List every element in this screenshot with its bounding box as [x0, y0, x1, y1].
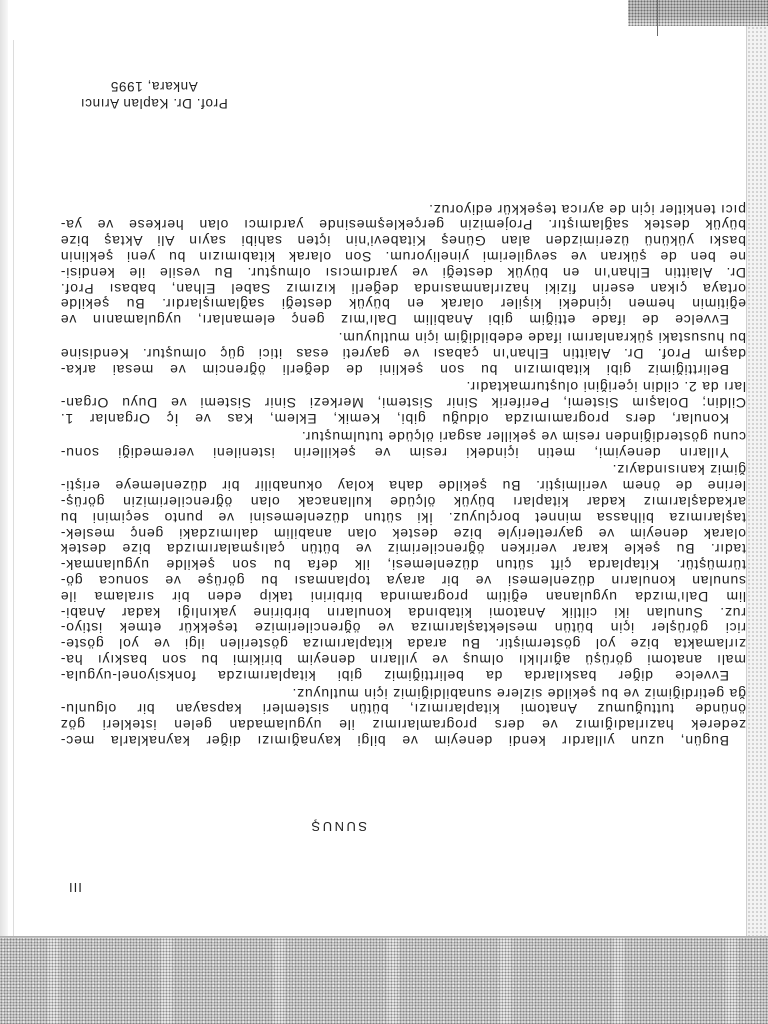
text-line: ğa getirdiğimiz ve bu şekilde sizlere sunabildiğimiz için mutluyuz.	[291, 685, 746, 702]
text-line: Belirttiğimiz gibi kitabımızın bu son şeklini de değerli öğrencim ve mesai arka-	[60, 361, 729, 378]
signature-block	[69, 78, 239, 112]
text-line: rici görüşler için bütün meslektaşlarımıza ve öğrencilerimize teşekkür etmek istiyo-	[60, 620, 746, 637]
text-line: Evvelce diğer baskılarda da belirttiğimiz gibi kitaplarımızda fonksiyonel-uygula-	[60, 667, 729, 684]
text-line: büyük destek sağlamıştır. Projemizin gerçekleşmesinde yardımcı olan herkese ve ya-	[60, 217, 746, 234]
text-line: türmüştür. Kitaplarda çift sütun düzenlemesi, ilk defa bu son şekilde uygulanmak-	[60, 557, 746, 574]
text-line: Dr. Alaittin Elhan'ın en büyük desteği ve yardımcısı olmuştur. Bu vesile ile kendisi-	[60, 264, 746, 281]
text-line: cunu gösterdiğinden resim ve şekiller asgari ölçüde tutulmuştur.	[301, 428, 746, 445]
text-line: önünde tuttuğumuz Anatomi kitaplarımızı, bütün sistemleri kapsayan bir olgunlu-	[60, 701, 746, 718]
text-line: eğitimin hemen içindeki kişiler olarak en büyük desteği sağlamışlardır. Bu şekilde	[60, 296, 746, 313]
text-line: bu husustaki şükranlarımı ifade edebildiğim için mutluyum.	[337, 330, 746, 347]
text-line: zederek hazırladığımız ve ders programlarımız ile uygulamadan gelen istekleri göz	[60, 717, 746, 734]
paragraph	[60, 329, 746, 376]
text-line: olarak deneyim ve gayretleriyle bize destek olan anabilim dalımızdaki genç meslek-	[60, 525, 746, 542]
text-line: pıcı tenkitler için de ayrıca teşekkür ediyoruz.	[428, 201, 746, 218]
text-line: lim Dalı'mızda uygulanan eğitim programında birbirini takip eden bir sıralama ile	[60, 588, 746, 605]
page-number: III	[68, 880, 82, 895]
paragraph	[60, 462, 746, 683]
paragraph	[60, 201, 746, 327]
paragraph	[60, 428, 746, 460]
text-line: tadır. Bu şekle karar verirken öğrencilerimiz ve bütün çalışmalarımızda bize destek	[60, 541, 746, 558]
page-heading: SUNUŞ	[309, 819, 368, 834]
paragraph	[60, 379, 746, 426]
text-line: taşlarımıza bilhassa minnet borçluyuz. İki sütun düzenlemesini ve punto seçimini bu	[60, 509, 746, 526]
body-text	[60, 201, 746, 748]
text-line: baskı yükünü üzerimizden alan Güneş Kitabevi'nin içten sahibi sayın Ali Aktaş bize	[60, 233, 746, 250]
text-line: ortaya çıkan eserin fiziki hazırlanmasında değerli kızımız Sabel Elhan, babası Prof.	[60, 280, 746, 297]
text-line: ruz. Sunulan iki ciltlik Anatomi kitabında konuların birbirine yakınlığı kadar Anabi-	[60, 604, 746, 621]
text-line: sunulan konuların düzenlemesi ve bir araya toplanması bu görüşe ve sonuca gö-	[60, 573, 746, 590]
text-line: zırlamakta bize yol göstermiştir. Bu arada kitaplarımıza gösterilen ilgi ve yol göste-	[60, 636, 746, 653]
text-line: Cildin; Dolaşım Sistemi, Periferik Sinir Sistemi, Merkezi Sinir Sistemi ve Duyu Organ-	[60, 395, 746, 412]
text-line: ları da 2. cildin içeriğini oluşturmaktadır.	[465, 379, 746, 396]
text-line: ğimiz kanısındayız.	[611, 462, 746, 479]
place-date: Ankara, 1995	[110, 79, 198, 94]
text-line: Bugün, uzun yıllardır kendi deneyim ve bilgi kaynağımızı diğer kaynaklarla mec-	[60, 733, 729, 749]
text-line: Evvelce de ifade ettiğim gibi Anabilim Dalı'mız genç elemanları, uygulamanın ve	[60, 312, 729, 329]
text-line: lerine de önem verilmiştir. Bu şekilde daha kolay okunabilir bir düzenlemeye erişti-	[60, 478, 746, 495]
text-line: Konular, ders programımızda olduğu gibi, Kemik, Eklem, Kas ve İç Organlar 1.	[60, 411, 729, 428]
author-name: Prof. Dr. Kaplan Arıncı	[80, 96, 228, 111]
text-line: Yılların deneyimi, metin içindeki resim ve şekillerin istenileni veremediği sonu-	[60, 444, 729, 461]
text-line: malı anatomi görüşü ağırlıklı olmuş ve yılların deneyim birikimi bu son baskıyı ha-	[60, 652, 746, 669]
text-line: arkadaşlarımız kadar kitapları büyük ölçüde kullanacak olan öğrencilerimizin görüş-	[60, 494, 746, 511]
text-line: ne ben de şükran ve sevgilerimi yineliyorum. Son olarak kitabımızın bu yeni şeklinin	[60, 249, 746, 266]
text-line: daşım Prof. Dr. Alaittin Elhan'ın çabası ve gayreti esas itici güç olmuştur. Kendisine	[60, 345, 746, 362]
paragraph	[60, 685, 746, 748]
